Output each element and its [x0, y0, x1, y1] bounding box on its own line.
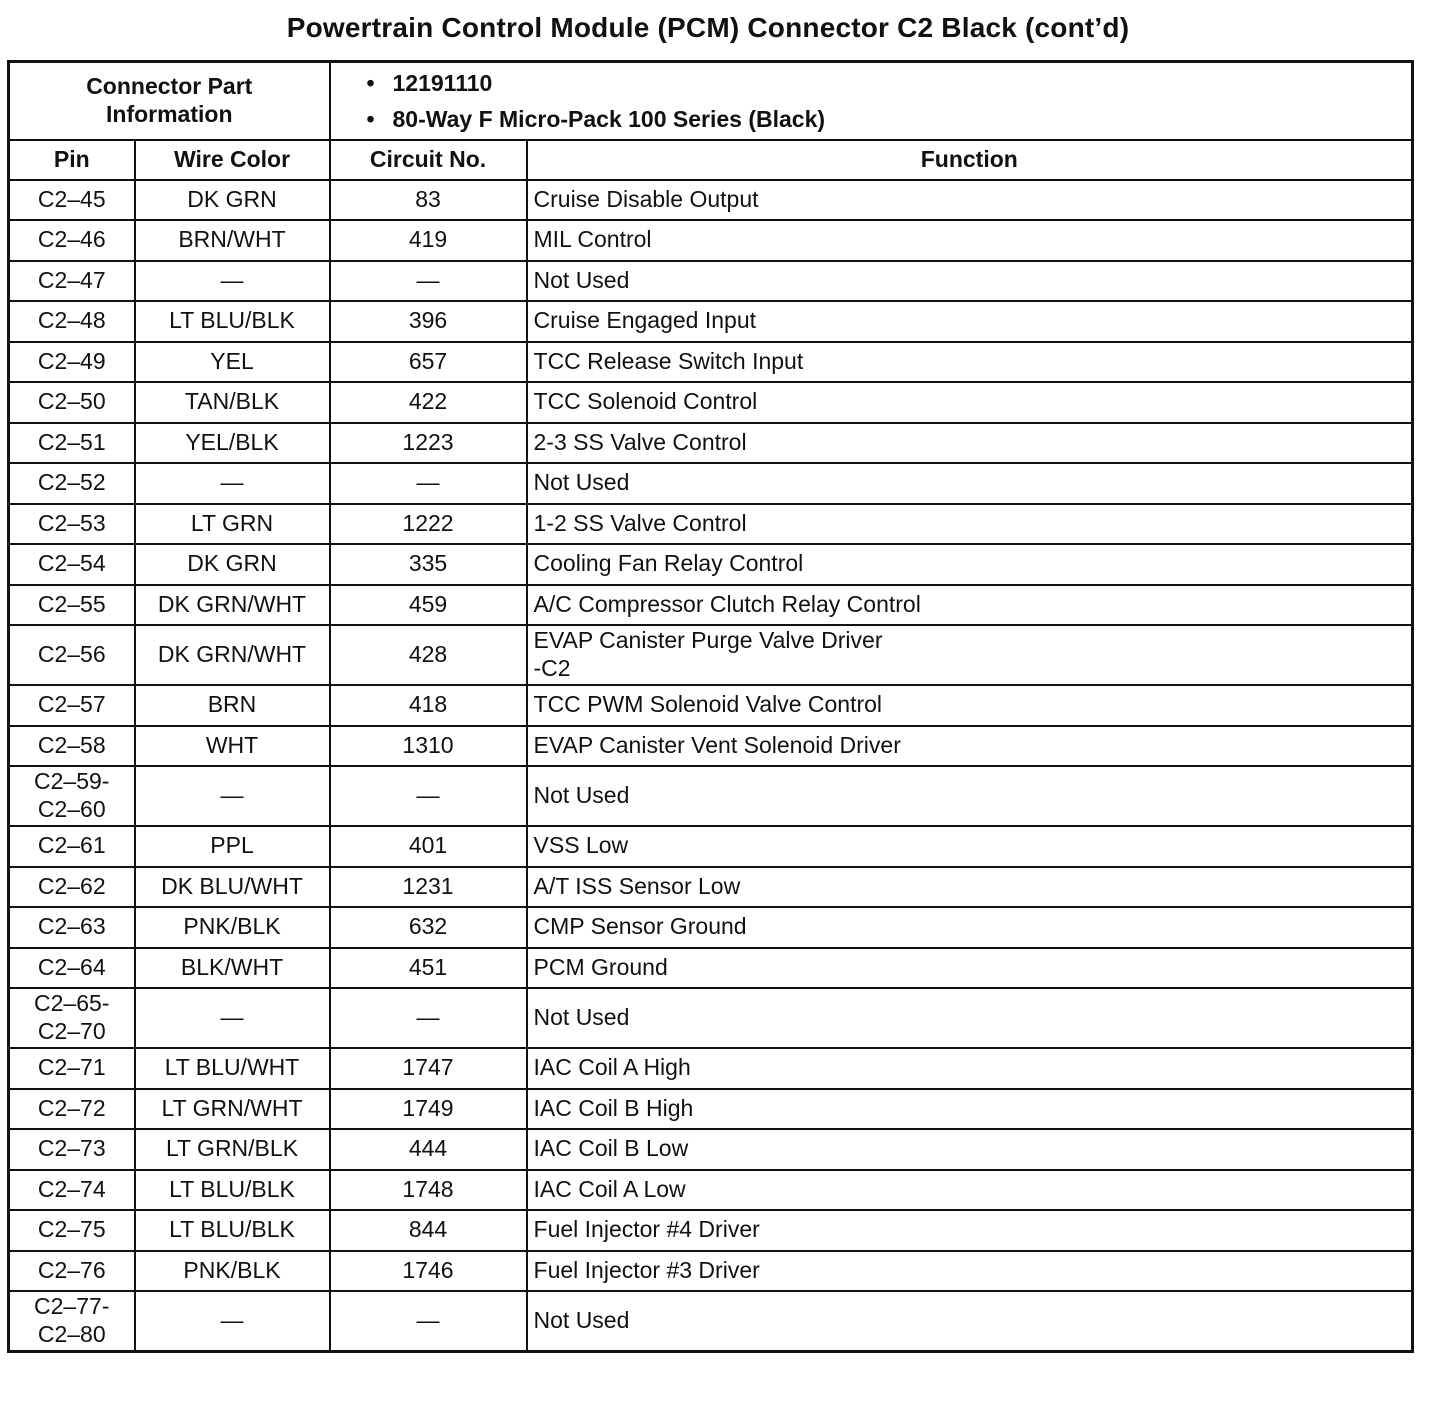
- function-cell: [527, 1129, 1413, 1170]
- bullet-icon: •: [366, 69, 375, 96]
- pin-cell: [9, 544, 135, 585]
- pin-value: C2–50: [37, 388, 106, 415]
- wire-color-cell: LT BLU/BLK: [135, 1170, 330, 1211]
- function-value: EVAP Canister Purge Valve Driver: [533, 627, 883, 654]
- circuit-cell: 444: [330, 1129, 527, 1170]
- circuit-cell: 335: [330, 544, 527, 585]
- pin-cell: [9, 826, 135, 867]
- connector-info-item: [367, 101, 1412, 137]
- circuit-cell: 428: [330, 625, 527, 685]
- wire-color-cell: LT BLU/BLK: [135, 301, 330, 342]
- pin-cell: [9, 1048, 135, 1089]
- function-cell: [527, 261, 1413, 302]
- circuit-cell: 1746: [330, 1251, 527, 1292]
- table-row: [9, 948, 1413, 989]
- circuit-cell: 1222: [330, 504, 527, 545]
- pin-cell: [9, 220, 135, 261]
- table-row: [9, 907, 1413, 948]
- function-cell: [527, 867, 1413, 908]
- pin-cell: [9, 423, 135, 464]
- table-row: [9, 766, 1413, 826]
- function-cell: [527, 544, 1413, 585]
- pin-cell: [9, 1210, 135, 1251]
- pin-value: C2–55: [37, 590, 106, 617]
- function-cell: [527, 948, 1413, 989]
- table-row: [9, 220, 1413, 261]
- table-row: [9, 585, 1413, 626]
- pin-cell: [9, 585, 135, 626]
- function-cell: [527, 585, 1413, 626]
- circuit-cell: 1223: [330, 423, 527, 464]
- function-value: 1-2 SS Valve Control: [533, 509, 747, 536]
- function-value: IAC Coil B High: [533, 1094, 694, 1121]
- circuit-cell: 657: [330, 342, 527, 383]
- function-value: A/T ISS Sensor Low: [533, 872, 741, 899]
- pin-value: C2–63: [37, 913, 106, 940]
- circuit-cell: 418: [330, 685, 527, 726]
- pin-cell: [9, 1251, 135, 1292]
- pin-value: C2–61: [37, 832, 106, 859]
- pin-value: C2–57: [37, 691, 106, 718]
- function-value: MIL Control: [533, 226, 652, 253]
- function-value: Not Used: [533, 1004, 630, 1031]
- pin-value: C2–62: [37, 872, 106, 899]
- function-value: A/C Compressor Clutch Relay Control: [533, 590, 921, 617]
- column-header-wire-color: Wire Color: [135, 140, 330, 180]
- wire-color-cell: YEL/BLK: [135, 423, 330, 464]
- function-value: Fuel Injector #3 Driver: [533, 1256, 760, 1283]
- pin-value: C2–59-: [34, 768, 110, 795]
- pin-value: C2–58: [37, 731, 106, 758]
- pin-value: C2–54: [37, 550, 106, 577]
- circuit-cell: 422: [330, 382, 527, 423]
- connector-info-label: [9, 62, 330, 140]
- column-header-row: [9, 140, 1413, 180]
- wire-color-cell: TAN/BLK: [135, 382, 330, 423]
- connector-part-number: 12191110: [392, 69, 493, 96]
- function-cell: [527, 1170, 1413, 1211]
- pin-value-end: C2–80: [37, 1320, 106, 1347]
- function-value: IAC Coil A High: [533, 1054, 691, 1081]
- wire-color-cell: BRN/WHT: [135, 220, 330, 261]
- pin-value: C2–72: [37, 1094, 106, 1121]
- wire-color-cell: LT GRN/WHT: [135, 1089, 330, 1130]
- wire-color-cell: LT GRN/BLK: [135, 1129, 330, 1170]
- circuit-cell: 632: [330, 907, 527, 948]
- wire-color-cell: —: [135, 261, 330, 302]
- function-value: Not Used: [533, 266, 630, 293]
- function-value: CMP Sensor Ground: [533, 913, 747, 940]
- pin-cell: [9, 1170, 135, 1211]
- pin-cell: [9, 685, 135, 726]
- wire-color-cell: —: [135, 766, 330, 826]
- circuit-cell: 451: [330, 948, 527, 989]
- table-row: [9, 504, 1413, 545]
- table-row: [9, 826, 1413, 867]
- pin-value: C2–64: [37, 953, 106, 980]
- function-value-cont: -C2: [533, 655, 571, 681]
- circuit-cell: 396: [330, 301, 527, 342]
- wire-color-cell: DK BLU/WHT: [135, 867, 330, 908]
- function-cell: [527, 1089, 1413, 1130]
- function-cell: [527, 826, 1413, 867]
- pin-cell: [9, 180, 135, 221]
- pin-cell: [9, 342, 135, 383]
- wire-color-cell: —: [135, 988, 330, 1048]
- table-row: [9, 382, 1413, 423]
- table-row: [9, 301, 1413, 342]
- function-cell: [527, 1210, 1413, 1251]
- function-value: Fuel Injector #4 Driver: [533, 1216, 760, 1243]
- function-cell: [527, 423, 1413, 464]
- pin-cell: [9, 625, 135, 685]
- connector-info-item: [367, 65, 1412, 101]
- function-cell: [527, 685, 1413, 726]
- pin-cell: [9, 1291, 135, 1351]
- pin-value: C2–53: [37, 509, 106, 536]
- wire-color-cell: YEL: [135, 342, 330, 383]
- circuit-cell: —: [330, 988, 527, 1048]
- connector-table: [7, 60, 1414, 1353]
- connector-info-row: [9, 62, 1413, 140]
- wire-color-cell: DK GRN: [135, 544, 330, 585]
- table-row: [9, 625, 1413, 685]
- connector-info-values: [330, 62, 1413, 140]
- column-header-circuit: Circuit No.: [330, 140, 527, 180]
- function-value: PCM Ground: [533, 953, 668, 980]
- circuit-cell: 1747: [330, 1048, 527, 1089]
- wire-color-cell: PNK/BLK: [135, 907, 330, 948]
- pin-value: C2–52: [37, 469, 106, 496]
- wire-color-cell: LT GRN: [135, 504, 330, 545]
- function-value: 2-3 SS Valve Control: [533, 428, 747, 455]
- pin-value: C2–48: [37, 307, 106, 334]
- pin-value: C2–74: [37, 1175, 106, 1202]
- function-cell: [527, 766, 1413, 826]
- function-cell: [527, 220, 1413, 261]
- wire-color-cell: DK GRN/WHT: [135, 625, 330, 685]
- table-row: [9, 1089, 1413, 1130]
- table-row: [9, 1251, 1413, 1292]
- pin-value: C2–46: [37, 226, 106, 253]
- wire-color-cell: —: [135, 1291, 330, 1351]
- function-cell: [527, 463, 1413, 504]
- circuit-cell: 401: [330, 826, 527, 867]
- function-value: TCC Release Switch Input: [533, 347, 804, 374]
- table-row: [9, 1291, 1413, 1351]
- function-cell: [527, 382, 1413, 423]
- circuit-cell: 1748: [330, 1170, 527, 1211]
- table-row: [9, 180, 1413, 221]
- pin-value: C2–56: [37, 641, 106, 668]
- pin-cell: [9, 1129, 135, 1170]
- table-row: [9, 867, 1413, 908]
- table-row: [9, 988, 1413, 1048]
- circuit-cell: —: [330, 1291, 527, 1351]
- pin-cell: [9, 382, 135, 423]
- function-cell: [527, 907, 1413, 948]
- connector-info-label-line1: Connector Part: [86, 73, 253, 100]
- table-row: [9, 544, 1413, 585]
- function-cell: [527, 1251, 1413, 1292]
- wire-color-cell: —: [135, 463, 330, 504]
- circuit-cell: 459: [330, 585, 527, 626]
- wire-color-cell: BLK/WHT: [135, 948, 330, 989]
- wire-color-cell: LT BLU/BLK: [135, 1210, 330, 1251]
- table-row: [9, 463, 1413, 504]
- function-cell: [527, 180, 1413, 221]
- circuit-cell: 83: [330, 180, 527, 221]
- table-row: [9, 1170, 1413, 1211]
- table-row: [9, 726, 1413, 767]
- function-value: Cruise Engaged Input: [533, 307, 757, 334]
- pin-cell: [9, 463, 135, 504]
- wire-color-cell: DK GRN: [135, 180, 330, 221]
- pin-cell: [9, 1089, 135, 1130]
- circuit-cell: 1231: [330, 867, 527, 908]
- pin-cell: [9, 301, 135, 342]
- pin-value: C2–76: [37, 1256, 106, 1283]
- pin-cell: [9, 988, 135, 1048]
- pin-value: C2–75: [37, 1216, 106, 1243]
- wire-color-cell: LT BLU/WHT: [135, 1048, 330, 1089]
- function-value: EVAP Canister Vent Solenoid Driver: [533, 731, 901, 758]
- table-row: [9, 342, 1413, 383]
- bullet-icon: •: [366, 105, 375, 132]
- function-cell: [527, 988, 1413, 1048]
- function-value: Cooling Fan Relay Control: [533, 550, 804, 577]
- pin-value: C2–51: [37, 428, 106, 455]
- function-value: TCC PWM Solenoid Valve Control: [533, 691, 883, 718]
- function-cell: [527, 1291, 1413, 1351]
- function-value: IAC Coil B Low: [533, 1135, 689, 1162]
- pin-cell: [9, 867, 135, 908]
- circuit-cell: 1310: [330, 726, 527, 767]
- wire-color-cell: PPL: [135, 826, 330, 867]
- pin-value-end: C2–60: [37, 796, 106, 822]
- function-value: IAC Coil A Low: [533, 1175, 686, 1202]
- function-cell: [527, 726, 1413, 767]
- pin-value: C2–47: [37, 266, 106, 293]
- pin-value: C2–77-: [34, 1293, 110, 1320]
- function-cell: [527, 301, 1413, 342]
- circuit-cell: —: [330, 463, 527, 504]
- function-cell: [527, 625, 1413, 685]
- pin-value: C2–65-: [34, 990, 110, 1017]
- circuit-cell: 844: [330, 1210, 527, 1251]
- table-row: [9, 1048, 1413, 1089]
- connector-description: 80-Way F Micro-Pack 100 Series (Black): [392, 105, 826, 132]
- page-title: Powertrain Control Module (PCM) Connector C2 Black (cont’d): [286, 12, 1130, 43]
- function-cell: [527, 504, 1413, 545]
- table-row: [9, 261, 1413, 302]
- table-row: [9, 1210, 1413, 1251]
- pin-cell: [9, 766, 135, 826]
- circuit-cell: 1749: [330, 1089, 527, 1130]
- column-header-pin: Pin: [9, 140, 135, 180]
- function-value: Not Used: [533, 1306, 630, 1333]
- table-row: [9, 1129, 1413, 1170]
- pin-cell: [9, 907, 135, 948]
- function-value: Cruise Disable Output: [533, 185, 759, 212]
- wire-color-cell: DK GRN/WHT: [135, 585, 330, 626]
- pin-value: C2–45: [37, 185, 106, 212]
- function-value: VSS Low: [533, 832, 629, 859]
- function-cell: [527, 1048, 1413, 1089]
- circuit-cell: 419: [330, 220, 527, 261]
- column-header-function: Function: [527, 140, 1413, 180]
- connector-table-body: [9, 62, 1413, 1352]
- pin-value: C2–49: [37, 347, 106, 374]
- pin-cell: [9, 261, 135, 302]
- circuit-cell: —: [330, 766, 527, 826]
- pin-cell: [9, 726, 135, 767]
- pin-value: C2–73: [37, 1135, 106, 1162]
- connector-info-label-line2: Information: [106, 100, 233, 127]
- pin-value-end: C2–70: [37, 1018, 106, 1044]
- wire-color-cell: WHT: [135, 726, 330, 767]
- circuit-cell: —: [330, 261, 527, 302]
- pin-cell: [9, 504, 135, 545]
- wire-color-cell: BRN: [135, 685, 330, 726]
- wire-color-cell: PNK/BLK: [135, 1251, 330, 1292]
- function-cell: [527, 342, 1413, 383]
- pin-cell: [9, 948, 135, 989]
- pin-value: C2–71: [37, 1054, 106, 1081]
- function-value: Not Used: [533, 469, 630, 496]
- table-row: [9, 423, 1413, 464]
- function-value: Not Used: [533, 782, 630, 809]
- function-value: TCC Solenoid Control: [533, 388, 758, 415]
- table-row: [9, 685, 1413, 726]
